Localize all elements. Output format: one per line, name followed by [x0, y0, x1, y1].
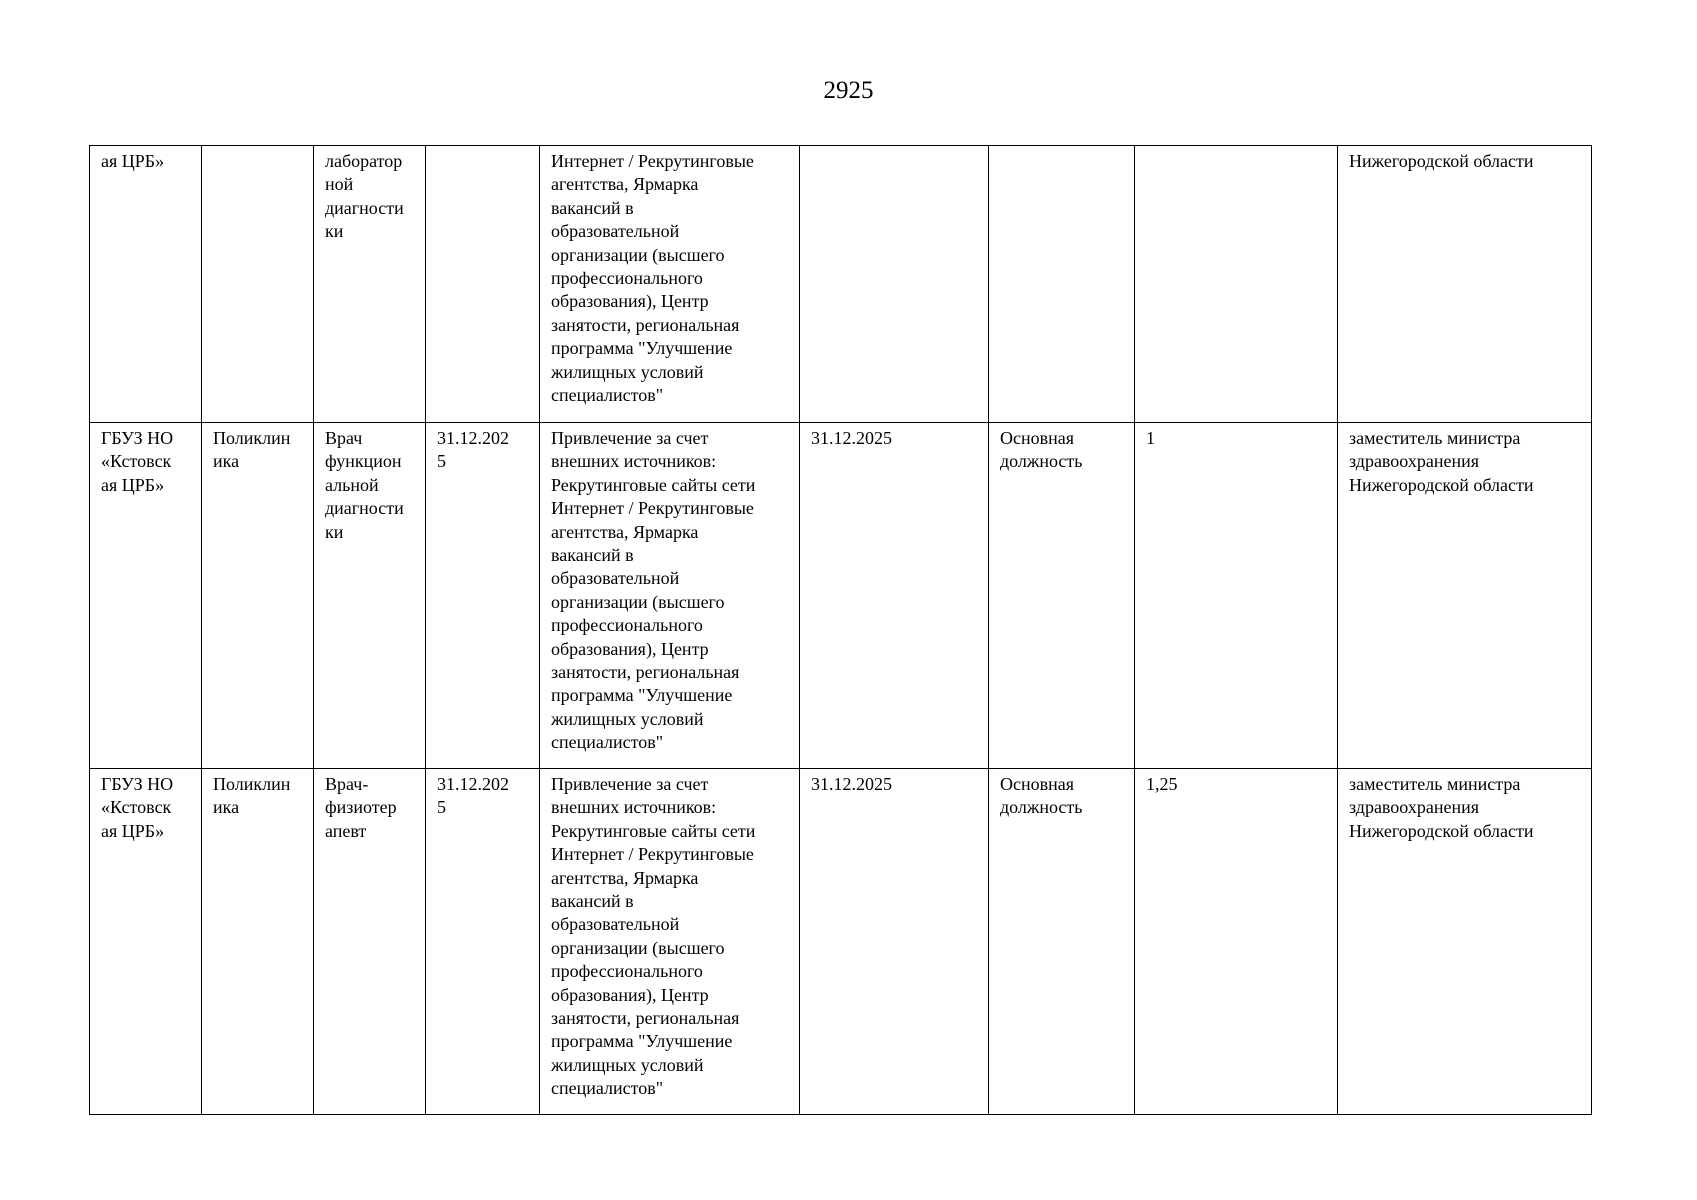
cell-rate: 1 — [1135, 423, 1338, 769]
cell-rate — [1135, 146, 1338, 423]
cell-deadline: 31.12.2025 — [800, 769, 989, 1115]
cell-organization: ая ЦРБ» — [90, 146, 202, 423]
table-row — [90, 769, 1592, 1115]
cell-unit: Поликлин ика — [202, 769, 314, 1115]
cell-measures: Привлечение за счет внешних источников: Рекрутинговые сайты сети Интернет / Рекрутинговые агентства, Ярмарка вакансий в образовательной организации (высшего профессионального образования), Центр занятости, региональная программа "Улучшение жилищных условий специалистов" — [540, 423, 800, 769]
cell-date — [426, 146, 540, 423]
cell-position: Врач- физиотер апевт — [314, 769, 426, 1115]
cell-employment-type: Основная должность — [989, 423, 1135, 769]
cell-responsible: заместитель министра здравоохранения Нижегородской области — [1338, 769, 1592, 1115]
staffing-table — [89, 145, 1592, 1115]
cell-date: 31.12.202 5 — [426, 423, 540, 769]
cell-date: 31.12.202 5 — [426, 769, 540, 1115]
cell-employment-type — [989, 146, 1135, 423]
table-row — [90, 146, 1592, 423]
cell-deadline: 31.12.2025 — [800, 423, 989, 769]
cell-unit — [202, 146, 314, 423]
cell-unit: Поликлин ика — [202, 423, 314, 769]
cell-responsible: заместитель министра здравоохранения Нижегородской области — [1338, 423, 1592, 769]
cell-measures: Интернет / Рекрутинговые агентства, Ярмарка вакансий в образовательной организации (высшего профессионального образования), Центр занятости, региональная программа "Улучшение жилищных условий специалистов" — [540, 146, 800, 423]
table-row — [90, 423, 1592, 769]
cell-position: лаборатор ной диагности ки — [314, 146, 426, 423]
cell-position: Врач функцион альной диагности ки — [314, 423, 426, 769]
cell-rate: 1,25 — [1135, 769, 1338, 1115]
cell-responsible: Нижегородской области — [1338, 146, 1592, 423]
cell-deadline — [800, 146, 989, 423]
cell-organization: ГБУЗ НО «Кстовск ая ЦРБ» — [90, 769, 202, 1115]
cell-organization: ГБУЗ НО «Кстовск ая ЦРБ» — [90, 423, 202, 769]
page-number: 2925 — [823, 77, 874, 104]
cell-measures: Привлечение за счет внешних источников: Рекрутинговые сайты сети Интернет / Рекрутинговые агентства, Ярмарка вакансий в образовательной организации (высшего профессионального образования), Центр занятости, региональная программа "Улучшение жилищных условий специалистов" — [540, 769, 800, 1115]
cell-employment-type: Основная должность — [989, 769, 1135, 1115]
